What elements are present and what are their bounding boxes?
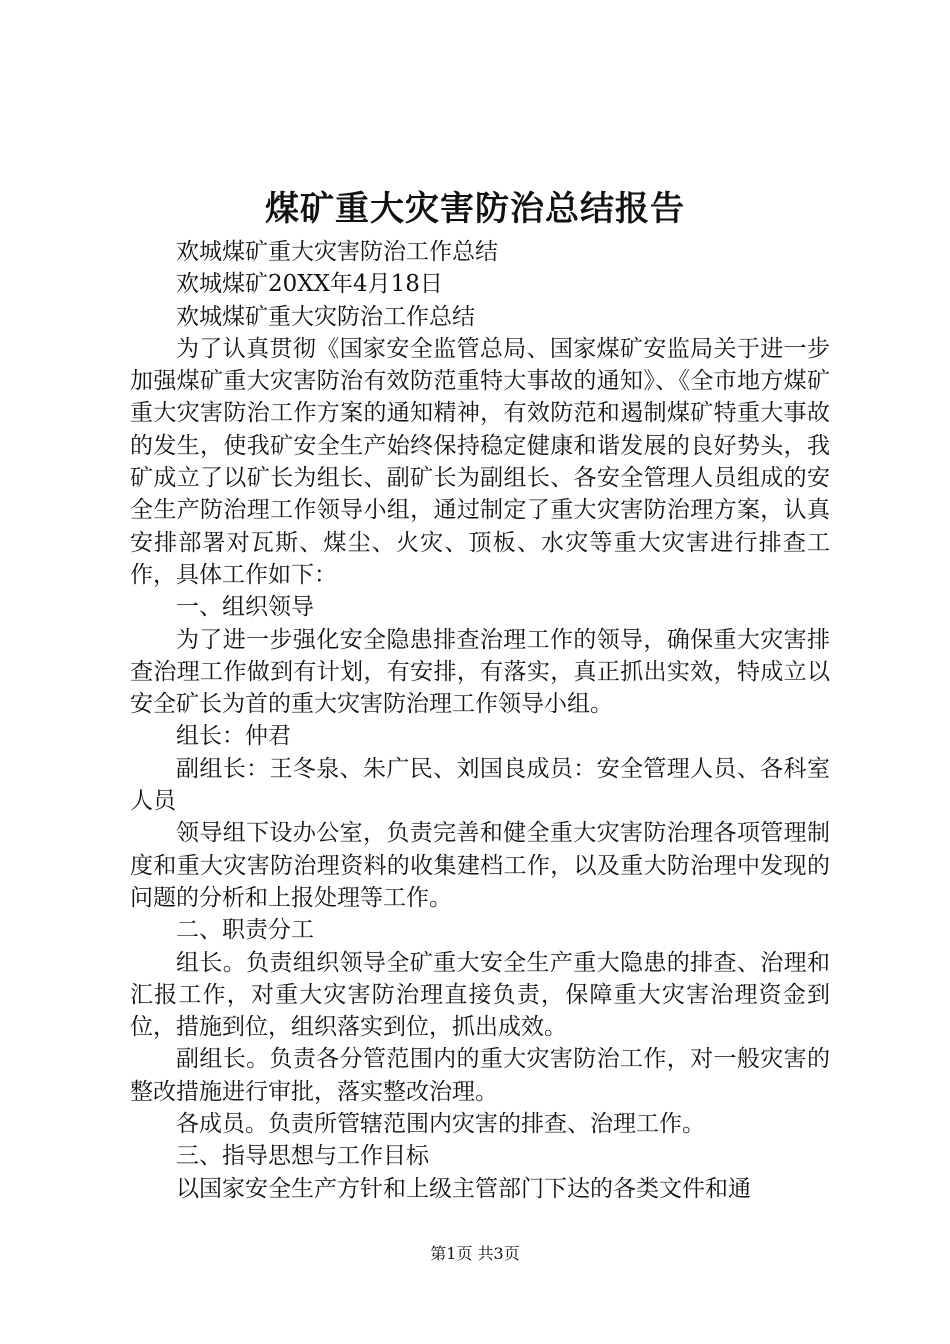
- paragraph-heading: 欢城煤矿重大灾防治工作总结: [176, 303, 475, 330]
- paragraph-intro: 为了认真贯彻《国家安全监管总局、国家煤矿安监局关于进一步加强煤矿重大灾害防治有效防范重特大事故的通知》、《全市地方煤矿重大灾害防治工作方案的通知精神，有效防范和遏制煤矿特重大事故的发生，使我矿安全生产始终保持稳定健康和谐发展的良好势头，我矿成立了以矿长为组长、副矿长为副组长、各安全管理人员组成的安全生产防治理工作领导小组，通过制定了重大灾害防治理方案，认真安排部署对瓦斯、煤尘、火灾、顶板、水灾等重大灾害进行排查工作，具体工作如下：: [130, 335, 830, 588]
- paragraph-leader-duty: 组长。负责组织领导全矿重大安全生产重大隐患的排查、治理和汇报工作，对重大灾害防治理直接负责，保障重大灾害治理资金到位，措施到位，组织落实到位，抓出成效。: [130, 949, 830, 1041]
- section-heading-guidance: 三、指导思想与工作目标: [176, 1143, 429, 1170]
- section-heading-responsibilities: 二、职责分工: [176, 917, 314, 944]
- page-number-footer: 第1页 共3页: [430, 1244, 520, 1263]
- document-title: 煤矿重大灾害防治总结报告: [265, 189, 685, 229]
- paragraph-office: 领导组下设办公室，负责完善和健全重大灾害防治理各项管理制度和重大灾害防治理资料的收集建档工作，以及重大防治理中发现的问题的分析和上报处理等工作。: [130, 820, 830, 911]
- paragraph-member-duty: 各成员。负责所管辖范围内灾害的排查、治理工作。: [176, 1111, 705, 1138]
- section-heading-organization: 一、组织领导: [176, 594, 314, 621]
- paragraph-guidance: 以国家安全生产方针和上级主管部门下达的各类文件和通: [176, 1175, 751, 1202]
- paragraph-date: 欢城煤矿20XX年4月18日: [176, 271, 443, 298]
- document-body: [130, 236, 830, 1205]
- paragraph-team-leader: 组长：仲君: [176, 723, 291, 750]
- paragraph-organization: 为了进一步强化安全隐患排查治理工作的领导，确保重大灾害排查治理工作做到有计划，有安排，有落实，真正抓出实效，特成立以安全矿长为首的重大灾害防治理工作领导小组。: [130, 626, 830, 718]
- paragraph-subtitle: 欢城煤矿重大灾害防治工作总结: [176, 239, 498, 265]
- paragraph-deputy-leaders: 副组长：王冬泉、朱广民、刘国良成员：安全管理人员、各科室人员: [130, 755, 830, 815]
- paragraph-deputy-duty: 副组长。负责各分管范围内的重大灾害防治工作，对一般灾害的整改措施进行审批，落实整改治理。: [130, 1046, 830, 1105]
